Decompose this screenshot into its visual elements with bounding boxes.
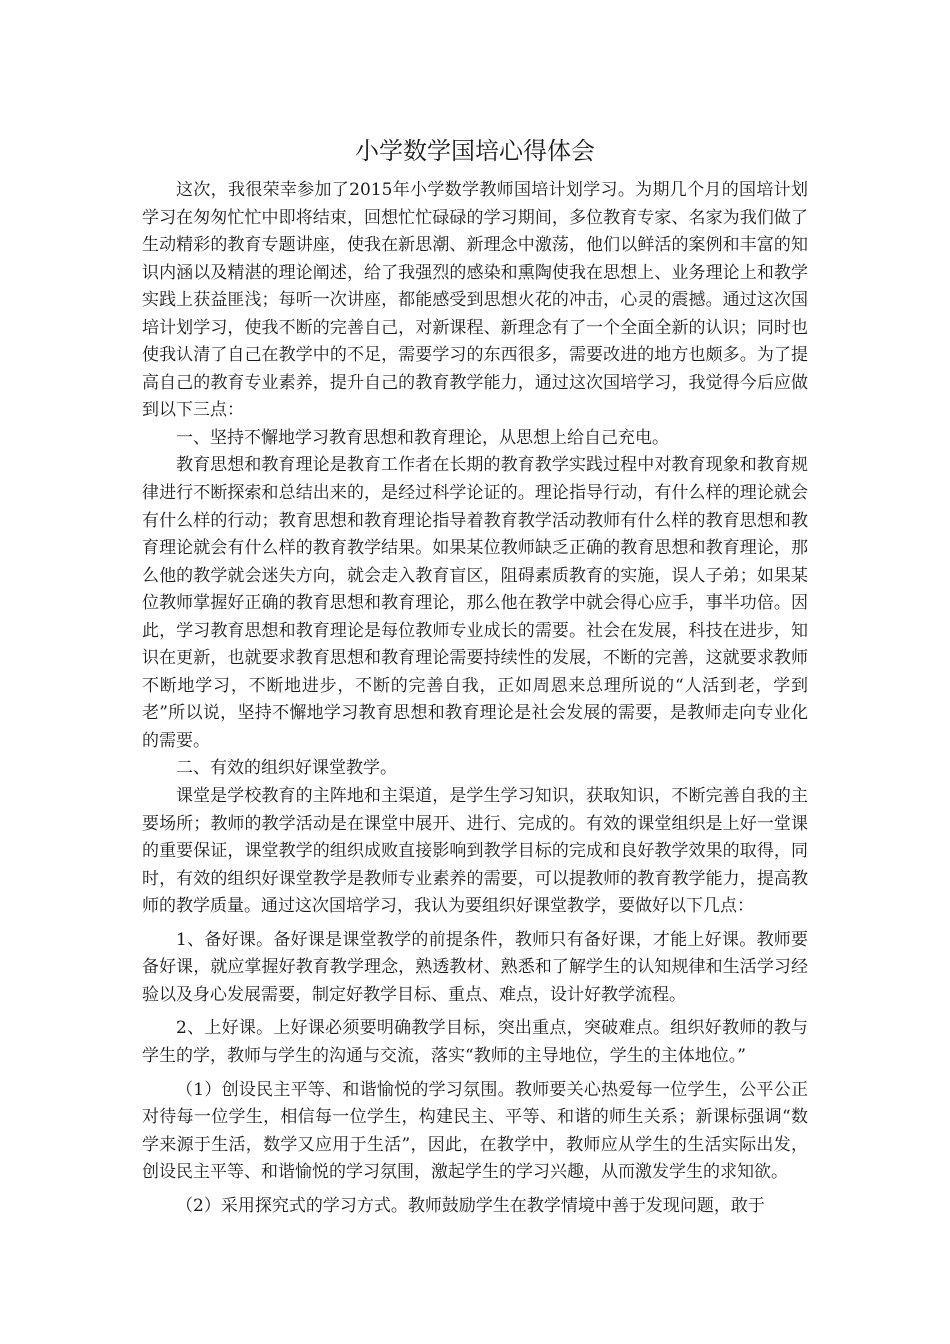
heading-point-two: 二、有效的组织好课堂教学。 [176,758,397,779]
paragraph-theory: 教育思想和教育理论是教育工作者在长期的教育教学实践过程中对教育现象和教育规律进行不断探索和总结出来的，是经过科学论证的。理论指导行动，有什么样的理论就会有什么样的行动；教育思想和教育理论指导着教育教学活动教师有什么样的教育思想和教育理论就会有什么样的教育教学结果。如果某位教师缺乏正确的教育思想和教育理论，那么他的教学就会迷失方向，就会走入教育盲区，阻碍素质教育的实施，误人子弟；如果某位教师掌握好正确的教育思想和教育理论，那么他在教学中就会得心应手，事半功倍。因此，学习教育思想和教育理论是每位教师专业成长的需要。社会在发展，科技在进步，知识在更新，也就要求教育思想和教育理论需要持续性的发展，不断的完善，这就要求教师不断地学习，不断地进步，不断的完善自我，正如周恩来总理所说的“人活到老，学到老”所以说，坚持不懈地学习教育思想和教育理论是社会发展的需要，是教师走向专业化的需要。 [142,455,808,751]
paragraph-inquiry: （2）采用探究式的学习方式。教师鼓励学生在教学情境中善于发现问题，敢于 [176,1195,765,1216]
paragraph-teach-lesson: 2、上好课。上好课必须要明确教学目标，突出重点，突破难点。组织好教师的教与学生的学，教师与学生的沟通与交流，落实“教师的主导地位，学生的主体地位。” [142,1018,808,1066]
paragraph-prepare-lesson: 1、备好课。备好课是课堂教学的前提条件，教师只有备好课，才能上好课。教师要备好课，就应掌握好教育教学理念，熟透教材、熟悉和了解学生的认知规律和生活学习经验以及身心发展需要，制定好教学目标、重点、难点，设计好教学流程。 [142,929,808,1005]
heading-point-one: 一、坚持不懈地学习教育思想和教育理论，从思想上给自己充电。 [176,427,669,448]
document-body [142,177,808,1220]
paragraph-classroom: 课堂是学校教育的主阵地和主渠道，是学生学习知识，获取知识，不断完善自我的主要场所；教师的教学活动是在课堂中展开、进行、完成的。有效的课堂组织是上好一堂课的重要保证，课堂教学的组织成败直接影响到教学目标的完成和良好教学效果的取得，同时，有效的组织好课堂教学是教师专业素养的需要，可以提教师的教育教学能力，提高教师的教学质量。通过这次国培学习，我认为要组织好课堂教学，要做好以下几点： [142,786,808,917]
paragraph-intro: 这次，我很荣幸参加了2015年小学数学教师国培计划学习。为期几个月的国培计划学习在匆匆忙忙中即将结束，回想忙忙碌碌的学习期间，多位教育专家、名家为我们做了生动精彩的教育专题讲座，使我在新思潮、新理念中激荡，他们以鲜活的案例和丰富的知识内涵以及精湛的理论阐述，给了我强烈的感染和熏陶使我在思想上、业务理论上和教学实践上获益匪浅；每听一次讲座，都能感受到思想火花的冲击，心灵的震撼。通过这次国培计划学习，使我不断的完善自己，对新课程、新理念有了一个全面全新的认识；同时也使我认清了自己在教学中的不足，需要学习的东西很多，需要改进的地方也颇多。为了提高自己的教育专业素养，提升自己的教育教学能力，通过这次国培学习，我觉得今后应做到以下三点： [142,180,808,421]
document-title: 小学数学国培心得体会 [355,137,595,165]
paragraph-atmosphere: （1）创设民主平等、和谐愉悦的学习氛围。教师要关心热爱每一位学生，公平公正对待每一位学生，相信每一位学生，构建民主、平等、和谐的师生关系；新课标强调“数学来源于生活，数学又应用于生活”，因此，在教学中，教师应从学生的生活实际出发，创设民主平等、和谐愉悦的学习氛围，激起学生的学习兴趣，从而激发学生的求知欲。 [142,1079,808,1183]
